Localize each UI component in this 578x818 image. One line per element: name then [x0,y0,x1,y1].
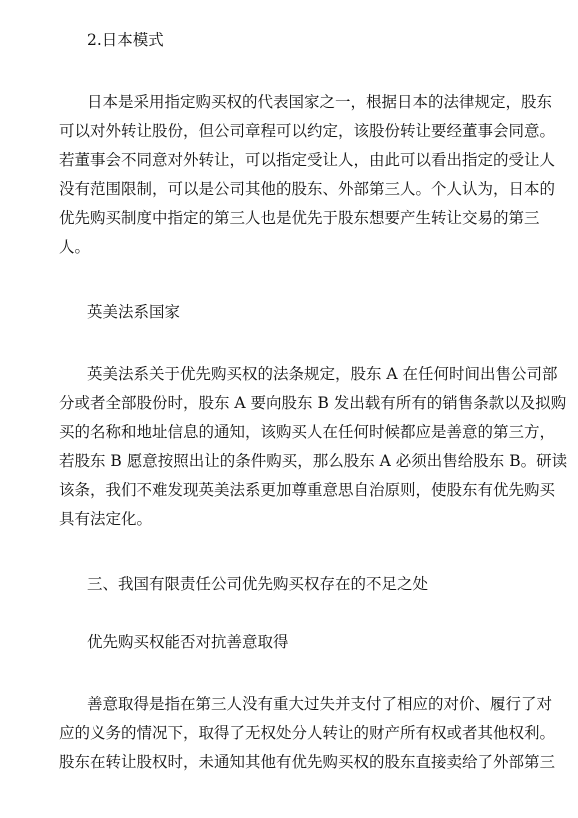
paragraph-line: 若董事会不同意对外转让，可以指定受让人，由此可以看出指定的受让人 [59,151,556,169]
section-heading-japan: 2.日本模式 [87,31,164,49]
paragraph-japan [59,88,556,262]
paragraph-line: 日本是采用指定购买权的代表国家之一，根据日本的法律规定，股东 [87,93,553,111]
paragraph-line: 没有范围限制，可以是公司其他的股东、外部第三人。个人认为，日本的 [59,180,556,198]
section-heading-good-faith: 优先购买权能否对抗善意取得 [87,633,289,651]
section-heading-deficiencies: 三、我国有限责任公司优先购买权存在的不足之处 [87,575,429,593]
paragraph-anglo-american [59,360,568,534]
paragraph-line: 分或者全部股份时，股东 A 要向股东 B 发出载有所有的销售条款以及拟购 [59,394,567,412]
paragraph-line: 善意取得是指在第三人没有重大过失并支付了相应的对价、履行了对 [87,695,553,713]
paragraph-good-faith [59,690,556,777]
paragraph-line: 优先购买制度中指定的第三人也是优先于股东想要产生转让交易的第三 [59,209,540,227]
paragraph-line: 买的名称和地址信息的通知，该购买人在任何时候都应是善意的第三方， [59,423,556,441]
paragraph-line: 可以对外转让股份，但公司章程可以约定，该股份转让要经董事会同意。 [59,122,556,140]
paragraph-line: 该条，我们不难发现英美法系更加尊重意思自治原则，使股东有优先购买 [59,481,556,499]
paragraph-line: 应的义务的情况下，取得了无权处分人转让的财产所有权或者其他权利。 [59,724,556,742]
paragraph-line: 英美法系关于优先购买权的法条规定，股东 A 在任何时间出售公司部 [87,365,558,383]
paragraph-line: 若股东 B 愿意按照出让的条件购买，那么股东 A 必须出售给股东 B。研读 [59,452,568,470]
paragraph-line: 股东在转让股权时，未通知其他有优先购买权的股东直接卖给了外部第三 [59,753,556,771]
paragraph-line: 人。 [59,238,91,256]
section-heading-anglo-american: 英美法系国家 [87,303,181,321]
paragraph-line: 具有法定化。 [59,510,153,528]
